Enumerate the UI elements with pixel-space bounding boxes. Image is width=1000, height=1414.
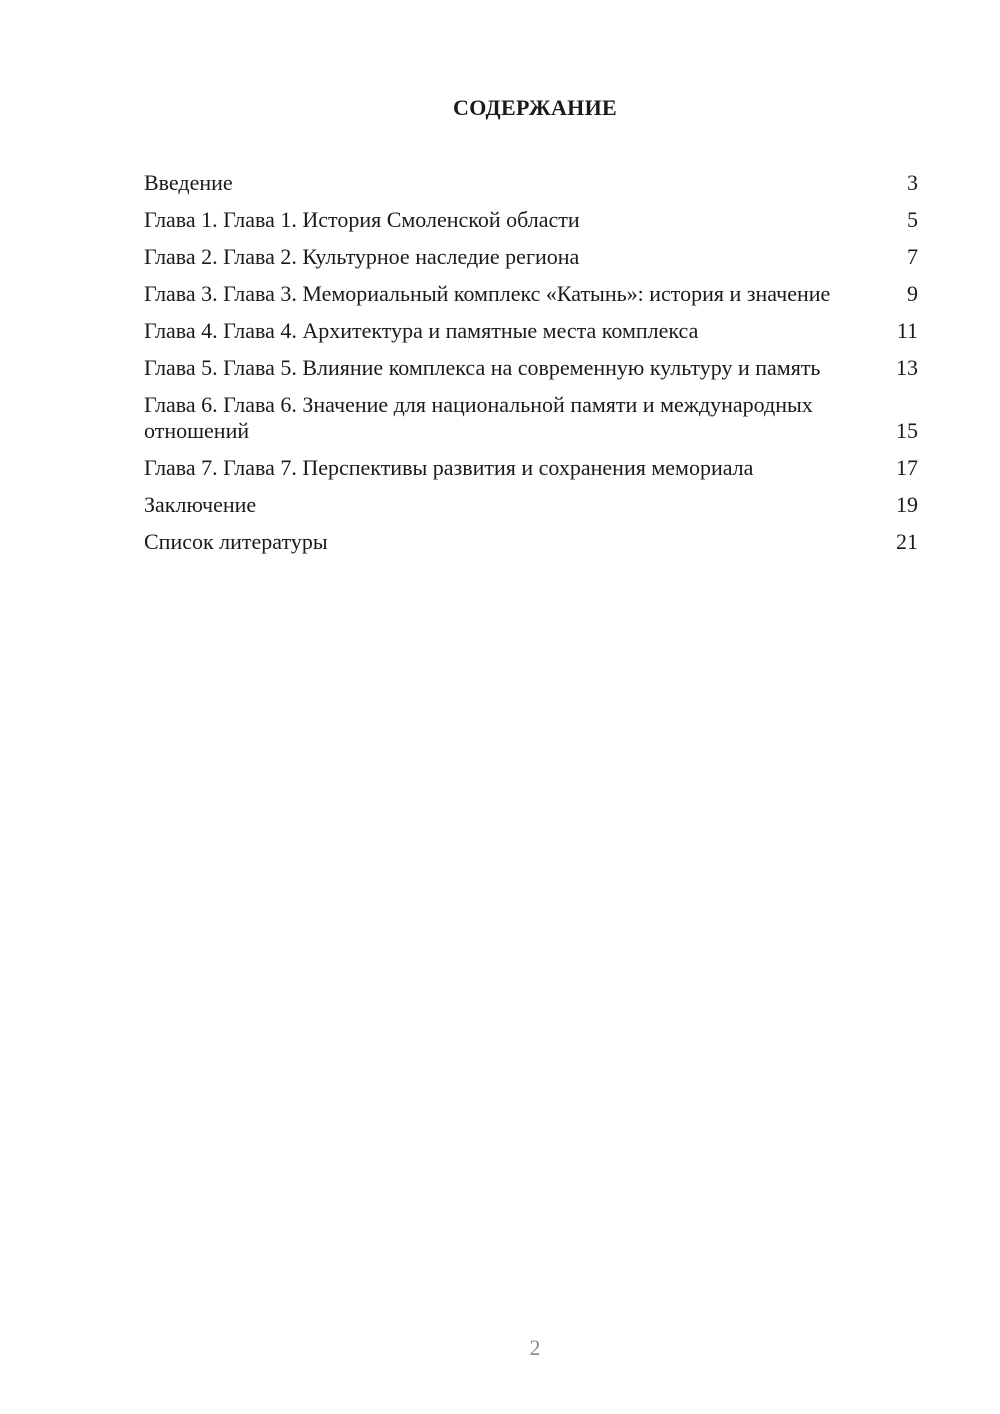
toc-entry-text: Введение: [144, 170, 233, 195]
toc-entry-page: 7: [907, 244, 918, 269]
toc-entry-text: Глава 3. Глава 3. Мемориальный комплекс «Катынь»: история и значение: [144, 281, 831, 306]
toc-entry-text: Глава 5. Глава 5. Влияние комплекса на современную культуру и память: [144, 355, 821, 380]
toc-entry-page: 15: [896, 418, 918, 443]
toc-entry-chapter-7: [144, 455, 918, 481]
page-number: 2: [529, 1335, 541, 1360]
toc-entry-page: 21: [896, 529, 918, 554]
toc-entry-text: Глава 2. Глава 2. Культурное наследие региона: [144, 244, 580, 269]
page-title: СОДЕРЖАНИЕ: [453, 95, 617, 120]
toc-entry-page: 13: [896, 355, 918, 380]
toc-entry-chapter-1: [144, 207, 918, 233]
toc-entry-text: Глава 6. Глава 6. Значение для национальной памяти и международных отношений: [144, 392, 813, 443]
toc-entry-introduction: [144, 170, 918, 196]
toc-entry-page: 17: [896, 455, 918, 480]
toc-entry-chapter-4: [144, 318, 918, 344]
toc-entry-page: 11: [896, 318, 918, 343]
toc-entry-conclusion: [144, 492, 918, 518]
toc-entry-page: 19: [896, 492, 918, 517]
toc-entry-references: [144, 529, 918, 555]
toc-entry-text: Глава 1. Глава 1. История Смоленской области: [144, 207, 580, 232]
toc-entry-text: Глава 7. Глава 7. Перспективы развития и сохранения мемориала: [144, 455, 754, 480]
toc-entry-page: 3: [907, 170, 918, 195]
table-of-contents: [144, 170, 918, 566]
toc-entry-chapter-6: [144, 392, 918, 444]
toc-entry-text: Заключение: [144, 492, 257, 517]
toc-entry-chapter-3: [144, 281, 918, 307]
toc-entry-page: 5: [907, 207, 918, 232]
toc-entry-chapter-5: [144, 355, 918, 381]
toc-entry-chapter-2: [144, 244, 918, 270]
toc-entry-text: Список литературы: [144, 529, 328, 554]
toc-entry-text: Глава 4. Глава 4. Архитектура и памятные места комплекса: [144, 318, 699, 343]
toc-entry-page: 9: [907, 281, 918, 306]
